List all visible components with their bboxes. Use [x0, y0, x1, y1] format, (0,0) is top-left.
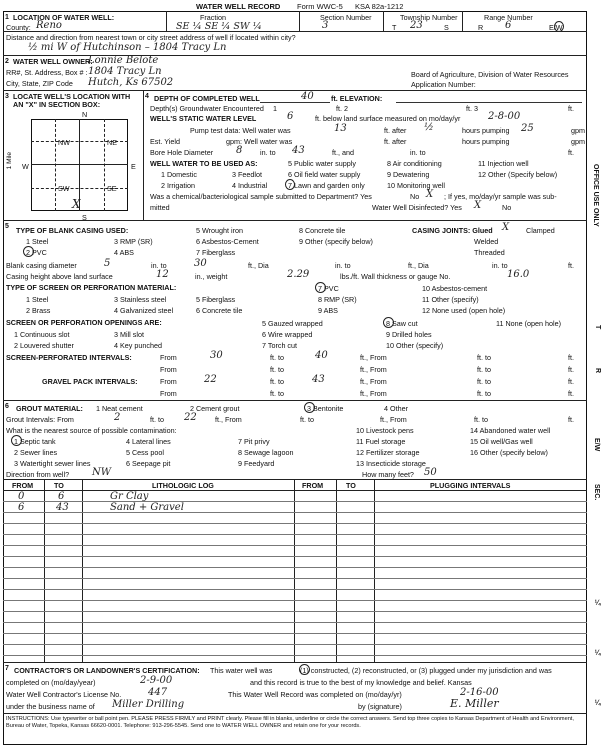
static-value: 6 — [287, 111, 294, 122]
gp-to-label: ft. to — [270, 377, 284, 386]
diameter-ft-2: ft., Dia — [408, 261, 429, 270]
spi-row2-to: ft. to — [270, 365, 284, 374]
static-date: 2-8-00 — [488, 111, 521, 122]
contam-abandoned[interactable]: 14 Abandoned water well — [470, 426, 551, 435]
screen-none[interactable]: 12 None used (open hole) — [422, 306, 506, 315]
grout-bentonite[interactable]: 3 Bentonite — [307, 404, 344, 413]
spi-end: ft. — [568, 353, 574, 362]
yield-gpm: gpm: Well water was — [226, 137, 293, 146]
side-sec: SEC. — [593, 484, 600, 501]
contam-pit-privy[interactable]: 7 Pit privy — [238, 437, 270, 446]
address-label: RR#, St. Address, Box # : — [6, 68, 88, 77]
township-s: S — [444, 23, 449, 32]
disinfected-no: No — [502, 203, 512, 212]
diameter-ft: ft., Dia — [248, 261, 269, 270]
use-domestic[interactable]: 1 Domestic — [161, 170, 197, 179]
grout-ft-to: ft. to — [300, 415, 314, 424]
casing-abs[interactable]: 4 ABS — [114, 248, 134, 257]
log-rule-line — [3, 556, 587, 557]
log-rule-line — [3, 600, 587, 601]
grout-ft-from-2: ft., From — [380, 415, 407, 424]
township-label: Township Number — [400, 13, 458, 22]
howmany-value: 50 — [424, 467, 437, 478]
gravel-label: GRAVEL PACK INTERVALS: — [42, 377, 138, 386]
use-irrigation[interactable]: 2 Irrigation — [161, 181, 195, 190]
open-torch-cut[interactable]: 7 Torch cut — [262, 341, 298, 350]
casing-asbestos[interactable]: 6 Asbestos-Cement — [196, 237, 259, 246]
range-r: R — [478, 23, 484, 32]
side-r: R — [594, 368, 601, 374]
log-row-2-desc: Sand + Gravel — [110, 502, 184, 513]
yield-after: ft. after — [384, 137, 407, 146]
spi-label: SCREEN-PERFORATED INTERVALS: — [6, 353, 132, 362]
signature-value: E. Miller — [450, 697, 499, 710]
township-t: T — [392, 23, 397, 32]
section-4-number: 4 — [145, 93, 149, 100]
depth-value: 40 — [301, 91, 314, 102]
screen-brass[interactable]: 2 Brass — [26, 306, 51, 315]
west-label: W — [22, 162, 29, 171]
contam-oil-gas[interactable]: 15 Oil well/Gas well — [470, 437, 533, 446]
log-from-header: FROM — [12, 481, 34, 490]
pump-after: ft. after — [384, 126, 407, 135]
screen-abs[interactable]: 9 ABS — [318, 306, 338, 315]
grout-other[interactable]: 4 Other — [384, 404, 408, 413]
cert-true-text: and this record is true to the best of my knowledge and belief. Kansas — [250, 678, 472, 687]
height-value: 12 — [156, 269, 169, 280]
diameter-in: in. to — [151, 261, 167, 270]
s1-label: LOCATION OF WATER WELL: — [13, 13, 115, 22]
license-value: 447 — [148, 687, 168, 698]
location-mark: X — [72, 197, 81, 211]
log-rule-line — [3, 534, 587, 535]
log-rule-line — [3, 589, 587, 590]
log-rule-line — [3, 578, 587, 579]
bore-end: ft. — [568, 148, 574, 157]
se-label: SE — [107, 184, 117, 193]
east-label: E — [131, 162, 136, 171]
spi-from-value: 30 — [210, 350, 223, 361]
pump-gpm: 25 — [521, 123, 534, 134]
contam-feedyard[interactable]: 9 Feedyard — [238, 459, 275, 468]
screen-other[interactable]: 11 Other (specify) — [422, 295, 479, 304]
gp-to-2: ft. to — [477, 377, 491, 386]
log-to2-header: TO — [346, 481, 356, 490]
open-other[interactable]: 10 Other (specify) — [386, 341, 444, 350]
use-label: WELL WATER TO BE USED AS: — [150, 159, 258, 168]
log-plug-header: PLUGGING INTERVALS — [430, 481, 511, 490]
owner-value: Lonnie Belote — [88, 55, 159, 66]
openings-label: SCREEN OR PERFORATION OPENINGS ARE: — [6, 318, 162, 327]
north-label: N — [82, 110, 88, 119]
nw-label: NW — [58, 138, 70, 147]
chem-mitted: mitted — [150, 203, 170, 212]
grout-label: GROUT MATERIAL: — [16, 404, 83, 413]
casing-fiberglass[interactable]: 7 Fiberglass — [196, 248, 236, 257]
spi-to-value: 40 — [315, 350, 328, 361]
open-none[interactable]: 11 None (open hole) — [496, 319, 561, 328]
side-quarter-1: ¼ — [594, 600, 601, 607]
city-label: City, State, ZIP Code — [6, 79, 73, 88]
log-row-1-to: 6 — [58, 491, 65, 502]
open-saw-cut[interactable]: 8 Saw cut — [386, 319, 418, 328]
gw-1: 1 — [273, 104, 277, 113]
grout-ft-to-2: ft. to — [474, 415, 488, 424]
casing-pvc[interactable]: 2 PVC — [26, 248, 47, 257]
spi-from-label: From — [160, 353, 177, 362]
gp-to-value: 43 — [312, 374, 325, 385]
cert-label: CONTRACTOR'S OR LANDOWNER'S CERTIFICATION: — [14, 666, 200, 675]
spi-row2-from: From — [160, 365, 177, 374]
completed-label: completed on (mo/day/year) — [6, 678, 96, 687]
s2-label: WATER WELL OWNER: — [13, 57, 93, 66]
section-number-value: 3 — [322, 20, 329, 31]
direction-label: Direction from well? — [6, 470, 70, 479]
instructions: INSTRUCTIONS: Use typewriter or ball point pen. PLEASE PRESS FIRMLY and PRINT clearly. Please fill in blanks, underline or circle the correct answers. Send top three copies to Kansas Department of Health and Environment, Bureau of Water, Topeka, Kansas 66620-0001. Telephone: 913-296-5545. Send one to WATER WELL OWNER and retain one for your records. — [6, 716, 574, 729]
yield-hp: hours pumping — [462, 137, 510, 146]
diameter-in-3: in. to — [492, 261, 508, 270]
joints-clamped: Clamped — [526, 226, 555, 235]
gp-row2-from-2: ft., From — [360, 389, 387, 398]
contam-lateral[interactable]: 4 Lateral lines — [126, 437, 171, 446]
log-rule-line — [3, 512, 587, 513]
contam-watertight[interactable]: 3 Watertight sewer lines — [14, 459, 91, 468]
log-rule-line — [3, 523, 587, 524]
bore-in: in. to — [410, 148, 426, 157]
diameter-in-2: in. to — [335, 261, 351, 270]
use-monitoring[interactable]: 10 Monitoring well — [387, 181, 445, 190]
contam-livestock[interactable]: 10 Livestock pens — [356, 426, 414, 435]
casing-rmp[interactable]: 3 RMP (SR) — [114, 237, 153, 246]
casing-concrete[interactable]: 8 Concrete tile — [299, 226, 346, 235]
depth-unit: ft. ELEVATION: — [331, 94, 383, 103]
direction-value: NW — [92, 467, 112, 478]
bore-value: 8 — [236, 145, 243, 156]
height-label: Casing height above land surface — [6, 272, 113, 281]
s3-label-2: AN "X" IN SECTION BOX: — [13, 100, 101, 109]
side-quarter-3: ¼ — [594, 700, 601, 707]
use-oil-field[interactable]: 6 Oil field water supply — [288, 170, 361, 179]
log-rule-line — [3, 622, 587, 623]
use-industrial[interactable]: 4 Industrial — [232, 181, 268, 190]
screen-fiberglass[interactable]: 5 Fiberglass — [196, 295, 236, 304]
disinfected-mark: X — [474, 200, 482, 211]
record-text: This Water Well Record was completed on (mo/day/yr) — [228, 690, 402, 699]
use-feedlot[interactable]: 3 Feedlot — [232, 170, 262, 179]
ne-label: NE — [107, 138, 117, 147]
gauge-value: 16.0 — [507, 269, 530, 280]
grout-end: ft. — [568, 415, 574, 424]
gp-row2-to-2: ft. to — [477, 389, 491, 398]
open-continuous[interactable]: 1 Continuous slot — [14, 330, 70, 339]
section-6-number: 6 — [5, 403, 9, 410]
pump-hp: hours pumping — [462, 126, 510, 135]
depth-label: DEPTH OF COMPLETED WELL — [154, 94, 260, 103]
log-rule-line — [3, 655, 587, 656]
spi-row2-to-2: ft. to — [477, 365, 491, 374]
distance-label: Distance and direction from nearest town or city street address of well if located within city? — [6, 33, 296, 42]
signature-label: by (signature) — [358, 702, 402, 711]
business-label: under the business name of — [6, 702, 95, 711]
static-mid: ft. below land surface measured on mo/day/yr — [315, 114, 461, 123]
joints-welded: Welded — [474, 237, 499, 246]
screen-pvc[interactable]: 7 PVC — [318, 284, 339, 293]
county-label: County: — [6, 23, 31, 32]
contam-septic[interactable]: 1 Septic tank — [14, 437, 56, 446]
joints-threaded: Threaded — [474, 248, 505, 257]
application-label: Application Number: — [411, 80, 476, 89]
howmany-label: How many feet? — [362, 470, 414, 479]
license-label: Water Well Contractor's License No. — [6, 690, 122, 699]
contam-insecticide[interactable]: 13 Insecticide storage — [356, 459, 426, 468]
gw-2: ft. 2 — [336, 104, 348, 113]
cert-text-1: This water well was — [210, 666, 273, 675]
section-7-number: 7 — [5, 665, 9, 672]
disinfected-label: Water Well Disinfected? Yes — [372, 203, 462, 212]
log-row-2-from: 6 — [18, 502, 25, 513]
s3-label: LOCATE WELL'S LOCATION WITH — [13, 92, 131, 101]
chem-rest: ; If yes, mo/day/yr sample was sub- — [444, 192, 557, 201]
open-louvered[interactable]: 2 Louvered shutter — [14, 341, 74, 350]
grout-bentonite-circle — [304, 402, 315, 413]
spi-row2-from-2: ft., From — [360, 365, 387, 374]
screen-rmp[interactable]: 8 RMP (SR) — [318, 295, 357, 304]
log-row-2-to: 43 — [56, 502, 69, 513]
use-dewatering[interactable]: 9 Dewatering — [387, 170, 430, 179]
chem-no: No — [410, 192, 420, 201]
sw-label: SW — [58, 184, 70, 193]
diameter-end: ft. — [568, 261, 574, 270]
log-rule-line — [3, 611, 587, 612]
casing-wrought-iron[interactable]: 5 Wrought iron — [196, 226, 244, 235]
gp-from-value: 22 — [204, 374, 217, 385]
height-in: in., weight — [195, 272, 228, 281]
use-public-supply[interactable]: 5 Public water supply — [288, 159, 356, 168]
contam-cess-pool[interactable]: 5 Cess pool — [126, 448, 164, 457]
pump-label: Pump test data: Well water was — [190, 126, 291, 135]
screen-label: TYPE OF SCREEN OR PERFORATION MATERIAL: — [6, 283, 177, 292]
contamination-label: What is the nearest source of possible contamination: — [6, 426, 177, 435]
grout-to-label: ft. to — [150, 415, 164, 424]
form-number: Form WWC-5 — [297, 2, 343, 11]
pump-gpm-unit: gpm — [571, 126, 585, 135]
township-value: 23 — [410, 20, 423, 31]
range-direction: E/W — [549, 23, 563, 32]
static-label: WELL'S STATIC WATER LEVEL — [150, 114, 257, 123]
grout-cement[interactable]: 2 Cement grout — [190, 404, 240, 413]
fraction-value: SE ¼ SE ¼ SW ¼ — [176, 21, 262, 32]
contam-seepage[interactable]: 6 Seepage pit — [126, 459, 171, 468]
gp-row2-end: ft. — [568, 389, 574, 398]
section-1-number: 1 — [5, 14, 9, 21]
casing-label: TYPE OF BLANK CASING USED: — [16, 226, 129, 235]
screen-galvanized[interactable]: 4 Galvanized steel — [114, 306, 174, 315]
contam-sewer[interactable]: 2 Sewer lines — [14, 448, 58, 457]
use-air-conditioning[interactable]: 8 Air conditioning — [387, 159, 442, 168]
side-t: T — [594, 325, 601, 330]
south-label: S — [82, 213, 87, 222]
county-value: Reno — [36, 20, 62, 31]
board-text: Board of Agriculture, Division of Water Resources — [411, 70, 569, 79]
gp-row2-from: From — [160, 389, 177, 398]
open-mill-slot[interactable]: 3 Mill slot — [114, 330, 144, 339]
spi-to-2: ft. to — [477, 353, 491, 362]
use-other[interactable]: 12 Other (Specify below) — [478, 170, 558, 179]
log-row-1-from: 0 — [18, 491, 25, 502]
log-rule-line — [3, 567, 587, 568]
use-lawn-garden[interactable]: 7 Lawn and garden only — [288, 181, 365, 190]
casing-steel[interactable]: 1 Steel — [26, 237, 49, 246]
record-date: 2-16-00 — [460, 687, 499, 698]
weight-value: 2.29 — [287, 269, 310, 280]
gp-end: ft. — [568, 377, 574, 386]
groundwater-label: Depth(s) Groundwater Encountered — [150, 104, 264, 113]
contam-lagoon[interactable]: 8 Sewage lagoon — [238, 448, 294, 457]
contam-fuel[interactable]: 11 Fuel storage — [356, 437, 406, 446]
grout-to-value: 22 — [184, 412, 197, 423]
casing-pvc-circle — [23, 246, 34, 257]
cert-constructed-circle — [299, 664, 310, 675]
section-2-number: 2 — [5, 58, 9, 65]
gw-end: ft. — [568, 104, 574, 113]
contam-septic-circle — [11, 435, 22, 446]
section-3-number: 3 — [5, 93, 9, 100]
screen-asbestos[interactable]: 10 Asbestos-cement — [422, 284, 488, 293]
address-value: 1804 Tracy Ln — [88, 66, 162, 77]
open-drilled[interactable]: 9 Drilled holes — [386, 330, 432, 339]
grout-ft-from: ft., From — [215, 415, 242, 424]
completed-value: 2-9-00 — [140, 675, 173, 686]
pump-hours: ½ — [424, 122, 434, 133]
gp-from-2: ft., From — [360, 377, 387, 386]
gp-from-label: From — [160, 377, 177, 386]
chem-mark: X — [426, 189, 434, 200]
yield-label: Est. Yield — [150, 137, 180, 146]
casing-other[interactable]: 9 Other (specify below) — [299, 237, 373, 246]
spi-row2-end: ft. — [568, 365, 574, 374]
use-lawn-circle — [285, 179, 295, 190]
weight-unit: lbs./ft. Wall thickness or gauge No. — [340, 272, 451, 281]
section-number-label: Section Number — [320, 13, 372, 22]
chem-label: Was a chemical/bacteriological sample submitted to Department? Yes — [150, 192, 372, 201]
spi-to-label: ft. to — [270, 353, 284, 362]
fraction-label: Fraction — [200, 13, 226, 22]
side-quarter-2: ¼ — [594, 650, 601, 657]
log-to-header: TO — [54, 481, 64, 490]
screen-steel[interactable]: 1 Steel — [26, 295, 49, 304]
gp-row2-to: ft. to — [270, 389, 284, 398]
joints-label: CASING JOINTS: Glued — [412, 226, 493, 235]
log-lith-header: LITHOLOGIC LOG — [152, 481, 214, 490]
bore-depth: 43 — [292, 145, 305, 156]
bore-ft: ft., and — [332, 148, 354, 157]
mile-label: 1 Mile — [6, 152, 13, 170]
ksa-reference: KSA 82a-1212 — [355, 2, 404, 11]
log-rule-line — [3, 644, 587, 645]
range-value: 6 — [505, 20, 512, 31]
form-title: WATER WELL RECORD — [196, 2, 281, 11]
use-injection[interactable]: 11 Injection well — [478, 159, 529, 168]
yield-end: gpm — [571, 137, 585, 146]
spi-from-2: ft., From — [360, 353, 387, 362]
grout-neat-cement[interactable]: 1 Neat cement — [96, 404, 143, 413]
side-ew: E/W — [593, 438, 600, 452]
diameter-value: 5 — [104, 258, 111, 269]
log-from2-header: FROM — [302, 481, 324, 490]
log-rule-line — [3, 501, 587, 502]
screen-pvc-circle — [315, 282, 326, 293]
joints-mark: X — [502, 222, 510, 233]
open-saw-circle — [383, 317, 394, 328]
log-rule-line — [3, 545, 587, 546]
log-rule-line — [3, 633, 587, 634]
diameter-label: Blank casing diameter — [6, 261, 77, 270]
distance-value: ½ mi W of Hutchinson – 1804 Tracy Ln — [28, 42, 227, 53]
range-label: Range Number — [484, 13, 533, 22]
city-value: Hutch, Ks 67502 — [88, 77, 174, 88]
business-value: Miller Drilling — [112, 699, 185, 710]
screen-stainless[interactable]: 3 Stainless steel — [114, 295, 167, 304]
open-gauzed[interactable]: 5 Gauzed wrapped — [262, 319, 323, 328]
pump-value: 13 — [334, 123, 347, 134]
grout-intervals-label: Grout Intervals: From — [6, 415, 74, 424]
contam-fertilizer[interactable]: 12 Fertilizer storage — [356, 448, 420, 457]
grout-from-value: 2 — [114, 412, 121, 423]
open-key-punched[interactable]: 4 Key punched — [114, 341, 162, 350]
contam-other[interactable]: 16 Other (specify below) — [470, 448, 548, 457]
open-wire-wrapped[interactable]: 6 Wire wrapped — [262, 330, 313, 339]
bore-to: in. to — [260, 148, 276, 157]
bore-label: Bore Hole Diameter — [150, 148, 214, 157]
section-5-number: 5 — [5, 223, 9, 230]
log-row-1-desc: Gr Clay — [110, 491, 149, 502]
screen-concrete[interactable]: 6 Concrete tile — [196, 306, 243, 315]
diameter-depth: 30 — [194, 258, 207, 269]
office-use-label: OFFICE USE ONLY — [592, 164, 599, 227]
cert-options: (1) constructed, (2) reconstructed, or (3) plugged under my jurisdiction and was — [300, 666, 552, 675]
gw-3: ft. 3 — [466, 104, 478, 113]
